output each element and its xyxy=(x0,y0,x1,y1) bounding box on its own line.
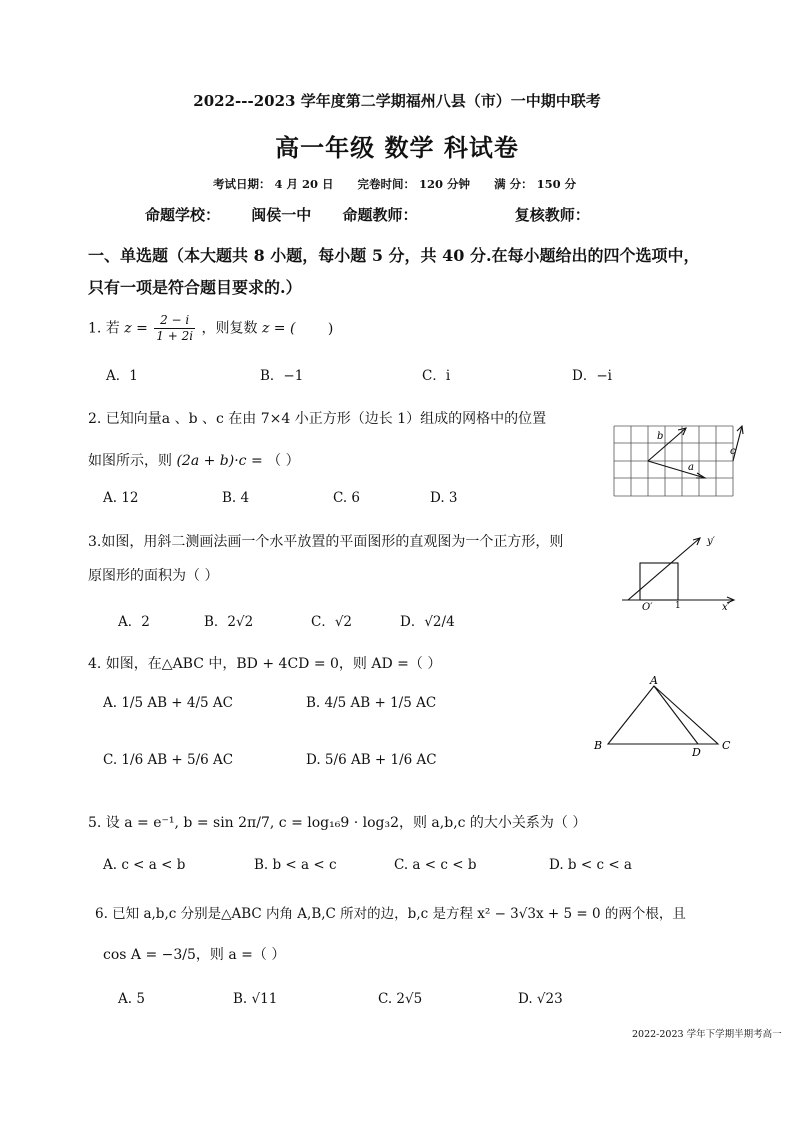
exam-date: 考试日期： 4 月 20 日 xyxy=(213,177,334,191)
authors-line xyxy=(145,204,616,225)
q1-ask: z = ( xyxy=(261,320,296,337)
q2-figure-label-b: b xyxy=(657,431,664,442)
q4-figure-label-a: A xyxy=(650,674,658,687)
q1-suffix: ，则复数 xyxy=(201,320,258,337)
q3-option-a: A．2 xyxy=(118,614,150,630)
exam-title: 2022---2023 学年度第二学期福州八县（市）一中期中联考 xyxy=(193,92,601,110)
q4-option-d: D. 5/6 AB + 1/6 AC xyxy=(306,752,437,768)
exam-meta xyxy=(213,176,596,192)
author-school-label: 命题学校： xyxy=(145,206,221,224)
exam-full-score: 满 分： 150 分 xyxy=(494,177,577,191)
q1-z: z = xyxy=(124,320,148,337)
q3-option-c: C．√2 xyxy=(311,614,353,630)
q2-expression: (2a + b)·c = xyxy=(176,453,263,469)
q4-figure-label-d: D xyxy=(692,746,701,759)
q1-option-d: D．−i xyxy=(572,368,612,384)
q6-line1: 6. 已知 a,b,c 分别是△ABC 内角 A,B,C 所对的边，b,c 是方程 x² − 3√3x + 5 = 0 的两个根，且 xyxy=(95,906,686,922)
section-heading-line1: 一、单选题（本大题共 8 小题，每小题 5 分，共 40 分.在每小题给出的四个选项中， xyxy=(88,246,700,265)
q1-option-b: B．−1 xyxy=(260,368,304,384)
q5-option-b: B. b < a < c xyxy=(254,857,337,873)
q2-figure-label-c: c xyxy=(730,446,736,457)
q5-option-a: A. c < a < b xyxy=(103,857,186,873)
q1-denominator: 1 + 2i xyxy=(156,329,194,343)
q2-option-a: A. 12 xyxy=(103,490,139,506)
q5-option-d: D. b < c < a xyxy=(549,857,632,873)
q5-line: 5. 设 a = e⁻¹, b = sin 2π/7, c = log₁₆9 · log₃2，则 a,b,c 的大小关系为（ ） xyxy=(88,815,587,831)
q3-option-b: B．2√2 xyxy=(204,614,254,630)
q1-prefix: 1. 若 xyxy=(88,320,120,337)
q4-option-c: C. 1/6 AB + 5/6 AC xyxy=(103,752,234,768)
q2-line2 xyxy=(88,450,300,470)
q3-oblique-square-figure xyxy=(618,532,748,612)
q2-vector-grid-figure xyxy=(612,420,747,500)
paper-title: 高一年级 数学 科试卷 xyxy=(275,133,519,162)
q2-blank: （ ） xyxy=(267,453,300,469)
q1-numerator: 2 − i xyxy=(154,313,195,329)
author-school: 闽侯一中 xyxy=(251,206,312,224)
q6-option-d: D. √23 xyxy=(518,991,563,1007)
q6-line2: cos A = −3/5，则 a =（ ） xyxy=(103,947,286,963)
q4-line: 4. 如图，在△ABC 中，BD + 4CD = 0，则 AD =（ ） xyxy=(88,656,442,672)
author-teacher-label: 命题教师： xyxy=(342,206,418,224)
q2-line2-prefix: 如图所示，则 xyxy=(88,453,172,469)
q3-figure-label-o: O′ xyxy=(642,602,653,612)
q3-line1: 3.如图，用斜二测画法画一个水平放置的平面图形的直观图为一个正方形，则 xyxy=(88,534,564,550)
q3-figure-label-x: x′ xyxy=(722,602,730,612)
q2-option-b: B. 4 xyxy=(222,490,250,506)
exam-duration: 完卷时间： 120 分钟 xyxy=(357,177,471,191)
q4-figure-label-b: B xyxy=(594,739,603,752)
q2-line1: 2. 已知向量a 、b 、c 在由 7×4 小正方形（边长 1）组成的网格中的位置 xyxy=(88,411,547,427)
q6-option-b: B. √11 xyxy=(233,991,278,1007)
q4-figure-label-c: C xyxy=(722,739,731,752)
q2-option-d: D. 3 xyxy=(430,490,458,506)
q1-option-c: C．i xyxy=(422,368,451,384)
question-1 xyxy=(88,313,333,344)
q6-option-a: A. 5 xyxy=(118,991,145,1007)
q2-figure-label-a: a xyxy=(688,462,694,473)
section-heading-line2: 只有一项是符合题目要求的.） xyxy=(88,278,302,297)
q4-option-a: A. 1/5 AB + 4/5 AC xyxy=(103,695,234,711)
reviewer-label: 复核教师： xyxy=(514,206,590,224)
q1-option-a: A．1 xyxy=(106,368,138,384)
q4-triangle-figure xyxy=(590,674,740,760)
q3-line2: 原图形的面积为（ ） xyxy=(88,568,219,584)
q2-option-c: C. 6 xyxy=(333,490,361,506)
q3-figure-label-y: y′ xyxy=(707,536,715,547)
q1-fraction xyxy=(154,313,195,344)
q3-option-d: D．√2/4 xyxy=(400,614,455,630)
q6-option-c: C. 2√5 xyxy=(378,991,423,1007)
q5-option-c: C. a < c < b xyxy=(394,857,477,873)
q3-figure-label-1: 1 xyxy=(675,601,681,611)
page-footer: 2022-2023 学年下学期半期考高一 xyxy=(632,1029,782,1040)
q1-close: ) xyxy=(327,320,334,337)
q4-option-b: B. 4/5 AB + 1/5 AC xyxy=(306,695,437,711)
